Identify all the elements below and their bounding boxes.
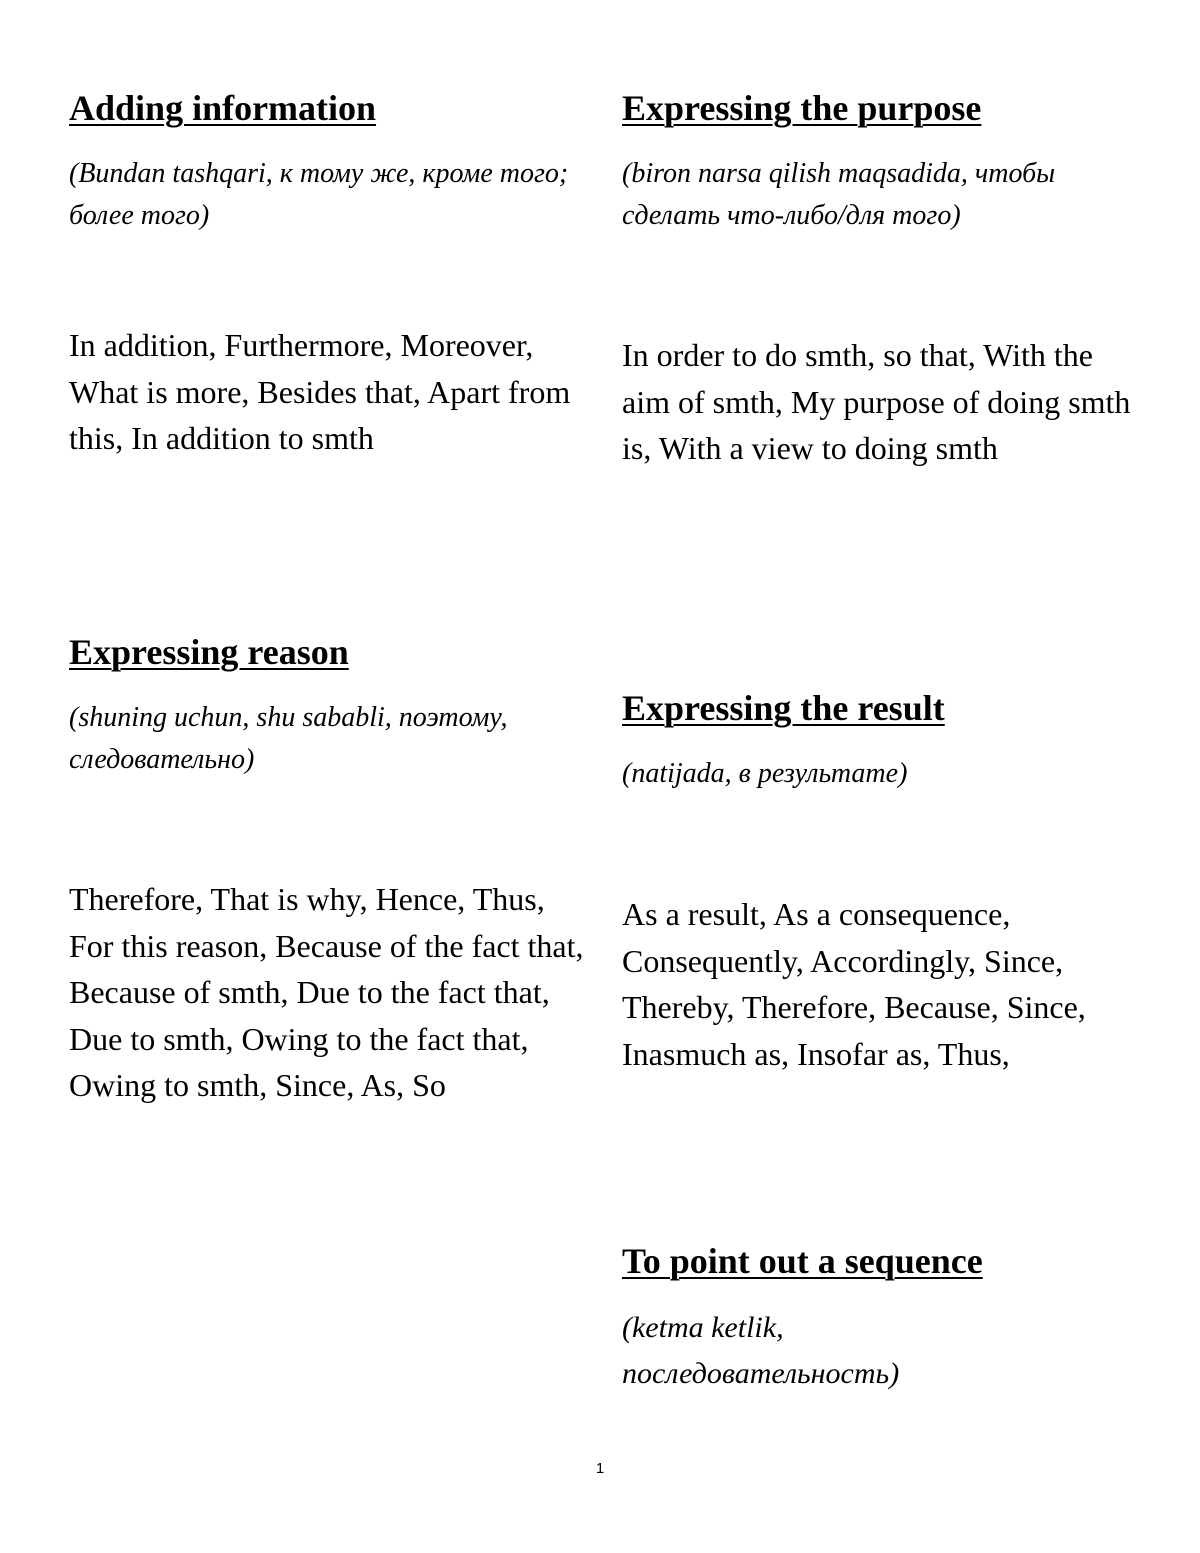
section-phrases: As a result, As a consequence, Consequently, Accordingly, Since, Thereby, Therefore, Because, Since, Inasmuch as, Insofar as, Thus, bbox=[622, 896, 1086, 1072]
section-sequence-heading bbox=[622, 1241, 983, 1281]
section-purpose-heading bbox=[622, 88, 981, 128]
section-phrases: In addition, Furthermore, Moreover, What is more, Besides that, Apart from this, In addition to smth bbox=[69, 327, 571, 456]
section-heading: Adding information bbox=[69, 88, 377, 128]
section-sequence-translation bbox=[622, 1305, 942, 1397]
section-reason-heading bbox=[69, 632, 349, 672]
section-phrases: Therefore, That is why, Hence, Thus, For this reason, Because of the fact that, Because of smth, Due to the fact that, Due to smth, Owing to the fact that, Owing to smth, Since, As, So bbox=[69, 881, 584, 1103]
section-translation: (ketma ketlik, последовательность) bbox=[622, 1311, 900, 1390]
section-heading: Expressing the purpose bbox=[622, 88, 982, 128]
section-purpose-phrases bbox=[622, 332, 1142, 472]
section-translation: (Bundan tashqari, к тому же, кроме того; более того) bbox=[69, 158, 569, 231]
page-number: 1 bbox=[595, 1460, 605, 1477]
section-adding-translation bbox=[69, 153, 579, 237]
section-result-heading bbox=[622, 688, 945, 728]
section-reason-phrases bbox=[69, 876, 584, 1109]
section-heading: Expressing the result bbox=[622, 688, 945, 728]
section-result-phrases bbox=[622, 891, 1162, 1077]
section-purpose-translation bbox=[622, 153, 1132, 237]
section-heading: To point out a sequence bbox=[622, 1241, 983, 1281]
section-result-translation bbox=[622, 753, 1132, 795]
section-heading: Expressing reason bbox=[69, 632, 349, 672]
section-translation: (shuning uchun, shu sababli, поэтому, следовательно) bbox=[69, 702, 508, 775]
section-adding-phrases bbox=[69, 322, 589, 462]
section-phrases: In order to do smth, so that, With the aim of smth, My purpose of doing smth is, With a view to doing smth bbox=[622, 337, 1131, 466]
section-reason-translation bbox=[69, 697, 579, 781]
section-translation: (natijada, в результате) bbox=[622, 758, 908, 789]
section-translation: (biron narsa qilish maqsadida, чтобы сделать что-либо/для того) bbox=[622, 158, 1056, 231]
section-adding-heading bbox=[69, 88, 376, 128]
